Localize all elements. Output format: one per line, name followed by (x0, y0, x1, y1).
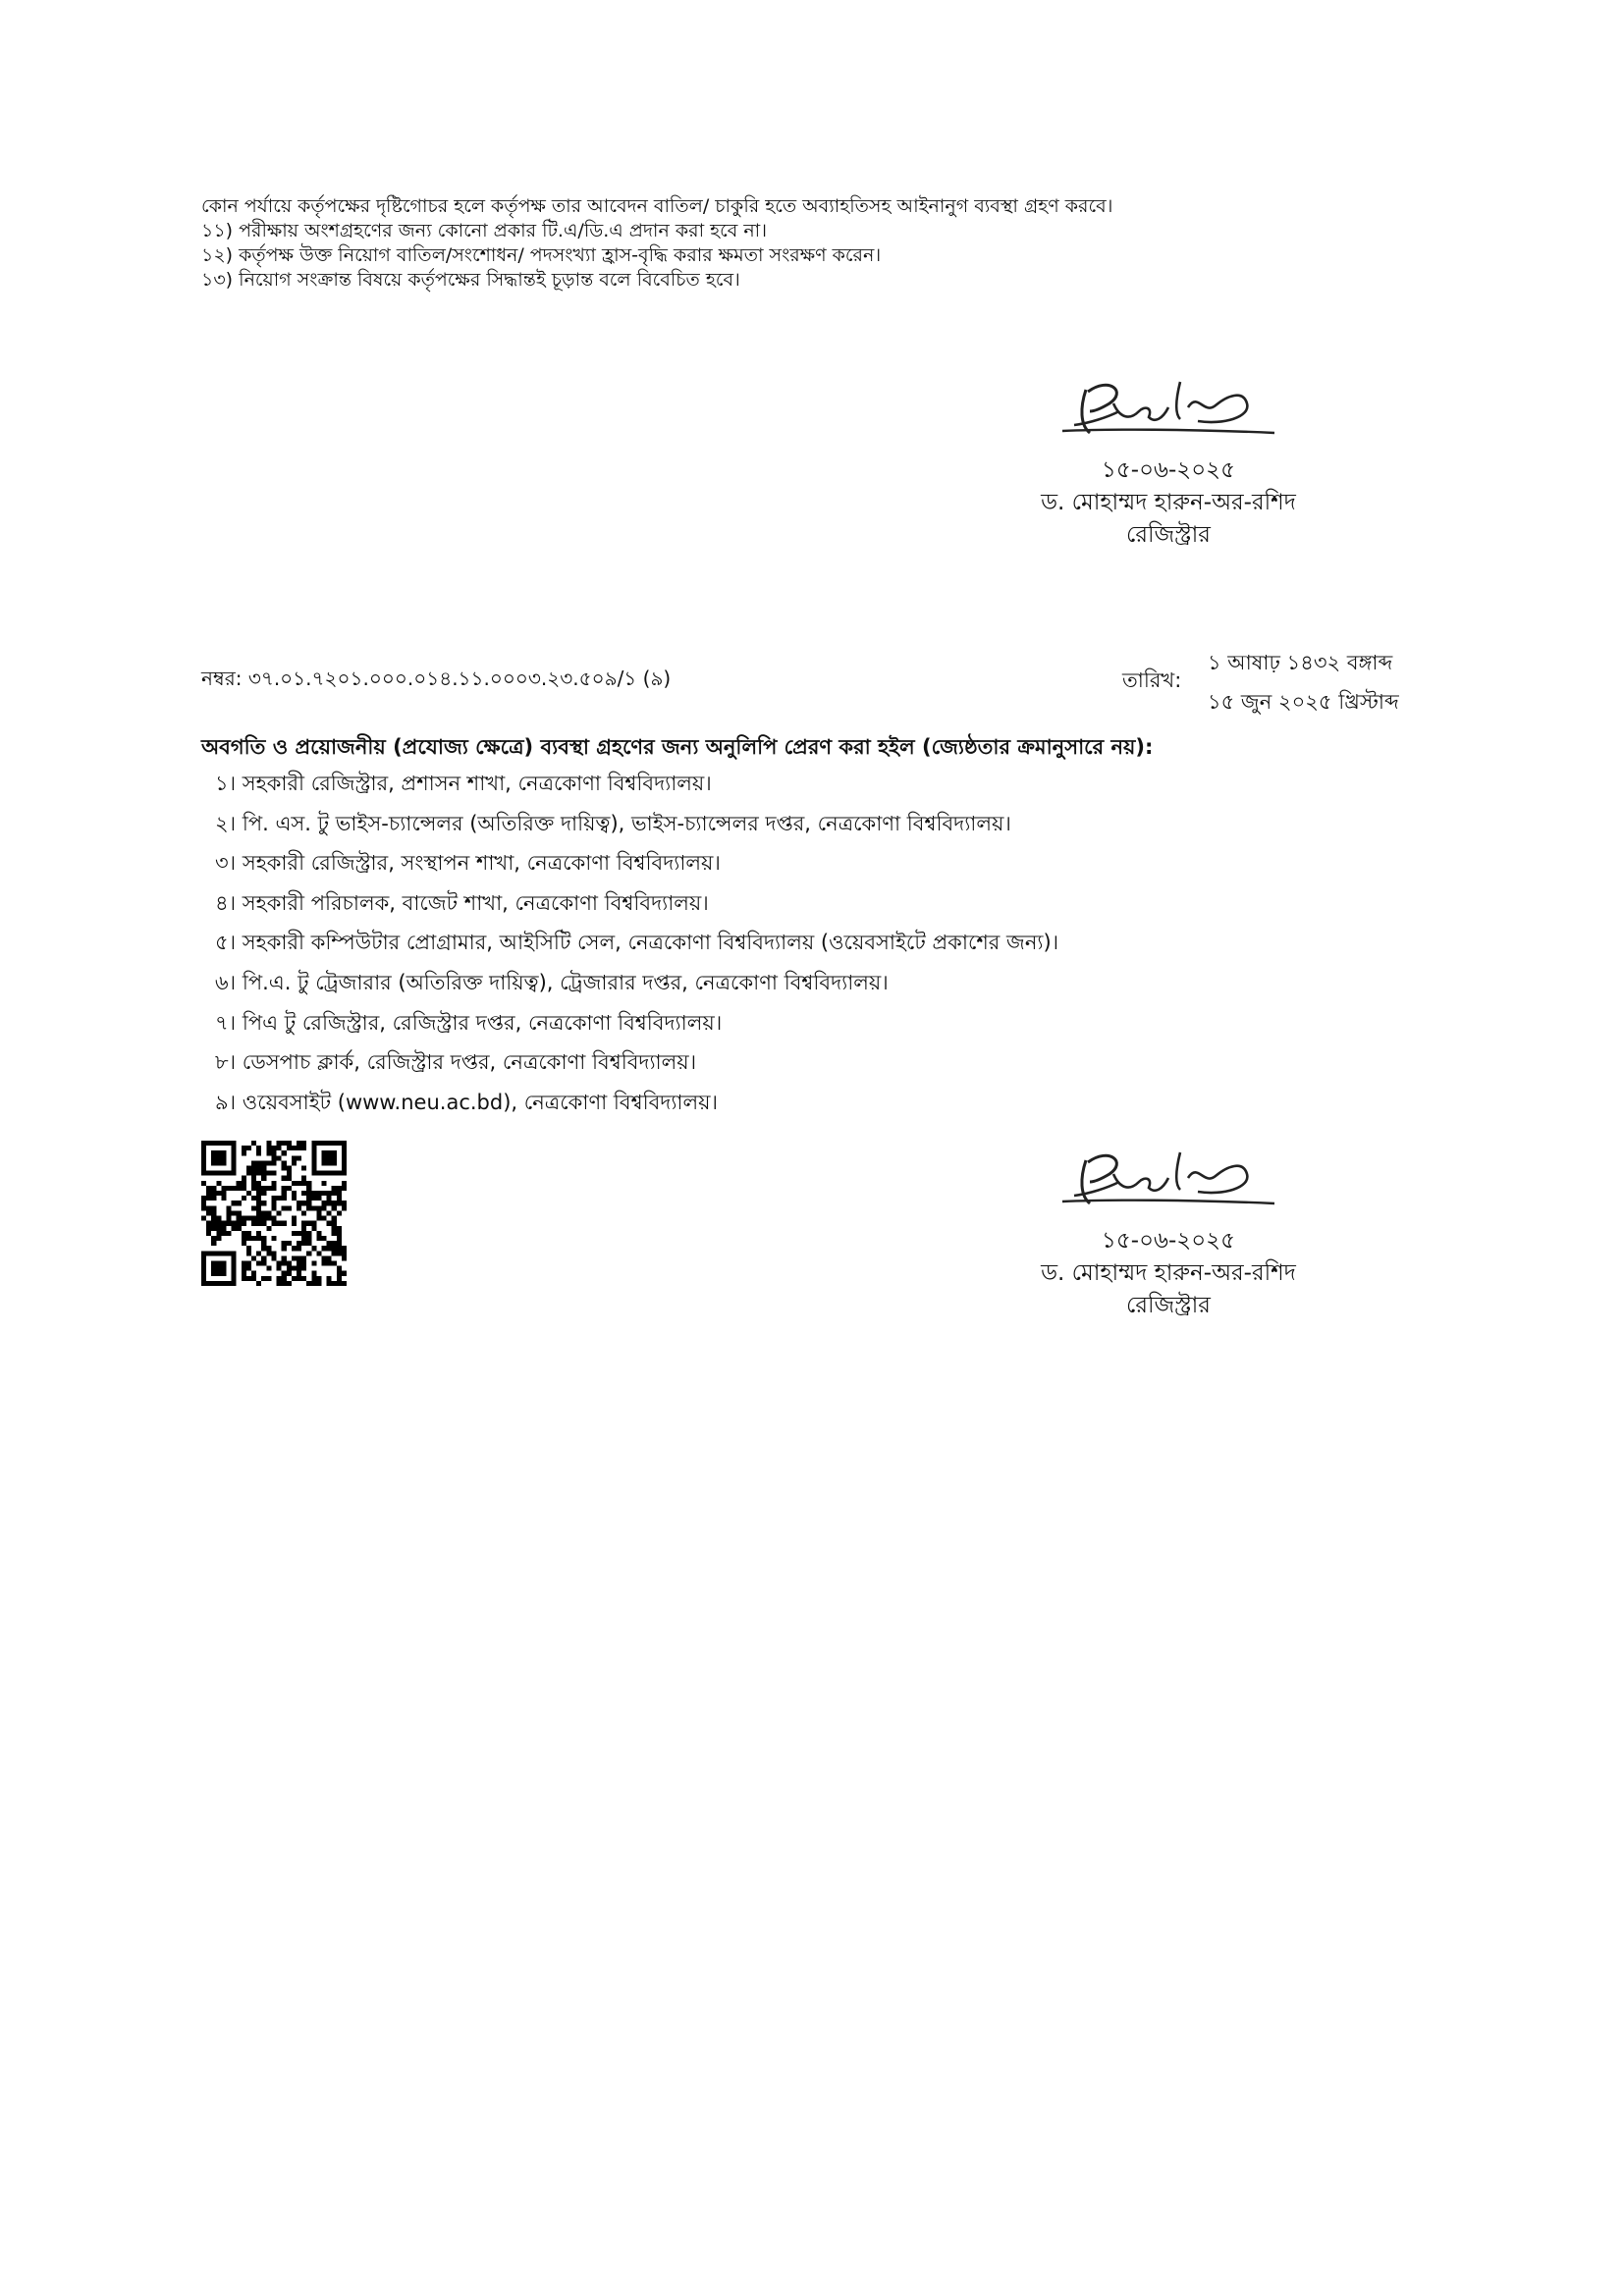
qr-code-icon (201, 1141, 347, 1286)
copy-to-list (211, 764, 1058, 1122)
signatory-name: ড. মোহাম্মদ হারুন-অর-রশিদ (1041, 490, 1296, 515)
signature-icon (1051, 368, 1286, 447)
date-bangla: ১ আষাঢ় ১৪৩২ বঙ্গাব্দ (1208, 651, 1393, 674)
reference-row (201, 643, 1438, 721)
terms-line: কোন পর্যায়ে কর্তৃপক্ষের দৃষ্টিগোচর হলে কর্তৃপক্ষ তার আবেদন বাতিল/ চাকুরি হতে অব্যাহতিসহ আইনানুগ ব্যবস্থা গ্রহণ করবে। (201, 195, 1113, 217)
terms-line: ১১) পরীক্ষায় অংশগ্রহণের জন্য কোনো প্রকার টি.এ/ডি.এ প্রদান করা হবে না। (201, 220, 767, 241)
terms-section (201, 194, 1360, 293)
date-label: তারিখ: (1122, 668, 1182, 692)
list-item: ৩। সহকারী রেজিস্ট্রার, সংস্থাপন শাখা, নেত্রকোণা বিশ্ববিদ্যালয়। (215, 851, 721, 876)
signatory-name: ড. মোহাম্মদ হারুন-অর-রশিদ (1041, 1260, 1296, 1286)
signature-date: ১৫-০৬-২০২৫ (1101, 457, 1236, 483)
signature-icon (1051, 1139, 1286, 1217)
list-item: ৯। ওয়েবসাইট (www.neu.ac.bd), নেত্রকোণা বিশ্ববিদ্যালয়। (215, 1090, 719, 1114)
date-gregorian: ১৫ জুন ২০২৫ খ্রিস্টাব্দ (1208, 690, 1399, 714)
list-item: ২। পি. এস. টু ভাইস-চ্যান্সেলর (অতিরিক্ত দায়িত্ব), ভাইস-চ্যান্সেলর দপ্তর, নেত্রকোণা বিশ্ববিদ্যালয়। (215, 811, 1011, 835)
list-item: ৮। ডেসপাচ ক্লার্ক, রেজিস্ট্রার দপ্তর, নেত্রকোণা বিশ্ববিদ্যালয়। (215, 1050, 697, 1075)
signatory-title: রেজিস্ট্রার (1126, 522, 1211, 548)
signature-date: ১৫-০৬-২০২৫ (1101, 1228, 1236, 1254)
list-item: ৫। সহকারী কম্পিউটার প্রোগ্রামার, আইসিটি সেল, নেত্রকোণা বিশ্ববিদ্যালয় (ওয়েবসাইটে প্রকাশের জন্য)। (215, 931, 1059, 955)
signatory-title: রেজিস্ট্রার (1126, 1293, 1211, 1318)
date-values (1208, 643, 1399, 721)
list-item: ১। সহকারী রেজিস্ট্রার, প্রশাসন শাখা, নেত্রকোণা বিশ্ববিদ্যালয়। (215, 772, 712, 795)
signature-block-bottom (982, 1139, 1355, 1322)
signature-block-top (982, 368, 1355, 552)
copy-to-heading: অবগতি ও প্রয়োজনীয় (প্রযোজ্য ক্ষেত্রে) ব্যবস্থা গ্রহণের জন্য অনুলিপি প্রেরণ করা হইল (জ্যেষ্ঠতার ক্রমানুসারে নয়): (201, 735, 1154, 759)
list-item: ৬। পি.এ. টু ট্রেজারার (অতিরিক্ত দায়িত্ব), ট্রেজারার দপ্তর, নেত্রকোণা বিশ্ববিদ্যালয়। (215, 970, 889, 994)
terms-line: ১৩) নিয়োগ সংক্রান্ত বিষয়ে কর্তৃপক্ষের সিদ্ধান্তই চূড়ান্ত বলে বিবেচিত হবে। (201, 269, 740, 291)
list-item: ৪। সহকারী পরিচালক, বাজেট শাখা, নেত্রকোণা বিশ্ববিদ্যালয়। (215, 890, 709, 915)
list-item: ৭। পিএ টু রেজিস্ট্রার, রেজিস্ট্রার দপ্তর, নেত্রকোণা বিশ্ববিদ্যালয়। (215, 1010, 723, 1035)
memo-number: নম্বর: ৩৭.০১.৭২০১.০০০.০১৪.১১.০০০৩.২৩.৫০৯/১ (৯) (201, 667, 672, 690)
terms-line: ১২) কর্তৃপক্ষ উক্ত নিয়োগ বাতিল/সংশোধন/ পদসংখ্যা হ্রাস-বৃদ্ধি করার ক্ষমতা সংরক্ষণ করেন। (201, 244, 882, 266)
